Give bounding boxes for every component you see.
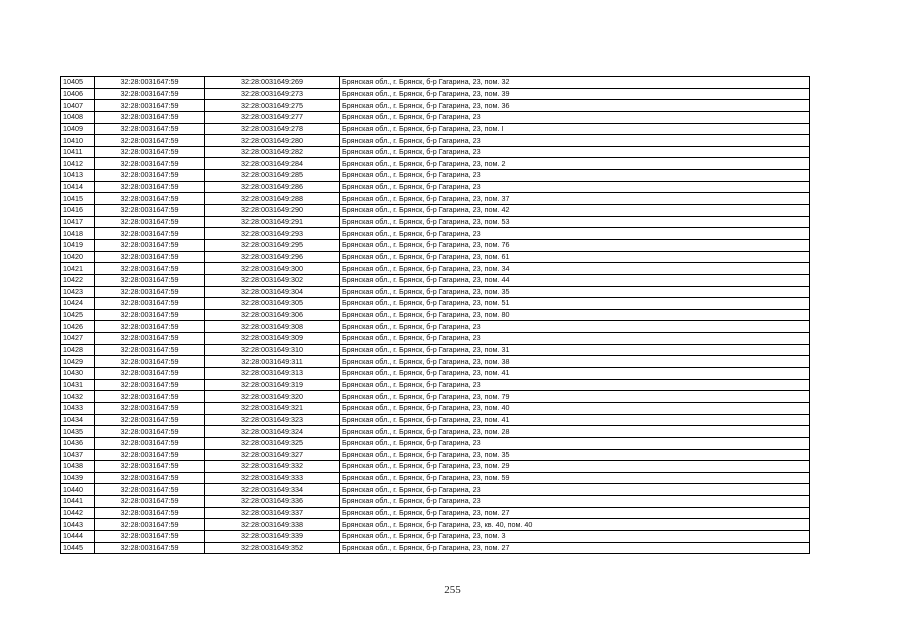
- address-cell: Брянская обл., г. Брянск, б-р Гагарина, 23, пом. 37: [340, 193, 810, 205]
- address-cell: Брянская обл., г. Брянск, б-р Гагарина, 23: [340, 333, 810, 345]
- cadastral-number-cell: 32:28:0031649:286: [205, 181, 340, 193]
- cadastral-number-cell: 32:28:0031649:333: [205, 472, 340, 484]
- registry-table-body: [61, 77, 810, 554]
- table-row: [61, 251, 810, 263]
- row-number-cell: 10429: [61, 356, 95, 368]
- address-cell: Брянская обл., г. Брянск, б-р Гагарина, 23, пом. 32: [340, 77, 810, 89]
- row-number-cell: 10440: [61, 484, 95, 496]
- parent-cadastral-number-cell: 32:28:0031647:59: [95, 333, 205, 345]
- table-row: [61, 239, 810, 251]
- table-row: [61, 530, 810, 542]
- row-number-cell: 10441: [61, 496, 95, 508]
- cadastral-number-cell: 32:28:0031649:334: [205, 484, 340, 496]
- table-row: [61, 496, 810, 508]
- parent-cadastral-number-cell: 32:28:0031647:59: [95, 344, 205, 356]
- address-cell: Брянская обл., г. Брянск, б-р Гагарина, 23, пом. 28: [340, 426, 810, 438]
- cadastral-number-cell: 32:28:0031649:325: [205, 437, 340, 449]
- address-cell: Брянская обл., г. Брянск, б-р Гагарина, 23, пом. 27: [340, 542, 810, 554]
- table-row: [61, 368, 810, 380]
- registry-table: [60, 76, 810, 554]
- parent-cadastral-number-cell: 32:28:0031647:59: [95, 170, 205, 182]
- parent-cadastral-number-cell: 32:28:0031647:59: [95, 484, 205, 496]
- address-cell: Брянская обл., г. Брянск, б-р Гагарина, 23, кв. 40, пом. 40: [340, 519, 810, 531]
- row-number-cell: 10434: [61, 414, 95, 426]
- cadastral-number-cell: 32:28:0031649:339: [205, 530, 340, 542]
- cadastral-number-cell: 32:28:0031649:338: [205, 519, 340, 531]
- parent-cadastral-number-cell: 32:28:0031647:59: [95, 368, 205, 380]
- parent-cadastral-number-cell: 32:28:0031647:59: [95, 88, 205, 100]
- row-number-cell: 10423: [61, 286, 95, 298]
- table-row: [61, 519, 810, 531]
- table-row: [61, 263, 810, 275]
- cadastral-number-cell: 32:28:0031649:305: [205, 298, 340, 310]
- address-cell: Брянская обл., г. Брянск, б-р Гагарина, 23, пом. 29: [340, 461, 810, 473]
- cadastral-number-cell: 32:28:0031649:306: [205, 309, 340, 321]
- row-number-cell: 10413: [61, 170, 95, 182]
- cadastral-number-cell: 32:28:0031649:311: [205, 356, 340, 368]
- address-cell: Брянская обл., г. Брянск, б-р Гагарина, 23, пом. 34: [340, 263, 810, 275]
- row-number-cell: 10416: [61, 205, 95, 217]
- row-number-cell: 10435: [61, 426, 95, 438]
- cadastral-number-cell: 32:28:0031649:324: [205, 426, 340, 438]
- address-cell: Брянская обл., г. Брянск, б-р Гагарина, 23, пом. 35: [340, 286, 810, 298]
- parent-cadastral-number-cell: 32:28:0031647:59: [95, 146, 205, 158]
- cadastral-number-cell: 32:28:0031649:277: [205, 111, 340, 123]
- table-row: [61, 88, 810, 100]
- parent-cadastral-number-cell: 32:28:0031647:59: [95, 181, 205, 193]
- cadastral-number-cell: 32:28:0031649:313: [205, 368, 340, 380]
- address-cell: Брянская обл., г. Брянск, б-р Гагарина, 23, пом. 38: [340, 356, 810, 368]
- cadastral-number-cell: 32:28:0031649:284: [205, 158, 340, 170]
- address-cell: Брянская обл., г. Брянск, б-р Гагарина, 23, пом. 51: [340, 298, 810, 310]
- table-row: [61, 321, 810, 333]
- row-number-cell: 10437: [61, 449, 95, 461]
- parent-cadastral-number-cell: 32:28:0031647:59: [95, 472, 205, 484]
- cadastral-number-cell: 32:28:0031649:321: [205, 402, 340, 414]
- table-row: [61, 507, 810, 519]
- address-cell: Брянская обл., г. Брянск, б-р Гагарина, 23: [340, 170, 810, 182]
- table-row: [61, 216, 810, 228]
- row-number-cell: 10421: [61, 263, 95, 275]
- cadastral-number-cell: 32:28:0031649:336: [205, 496, 340, 508]
- parent-cadastral-number-cell: 32:28:0031647:59: [95, 391, 205, 403]
- address-cell: Брянская обл., г. Брянск, б-р Гагарина, 23: [340, 135, 810, 147]
- parent-cadastral-number-cell: 32:28:0031647:59: [95, 309, 205, 321]
- row-number-cell: 10427: [61, 333, 95, 345]
- row-number-cell: 10407: [61, 100, 95, 112]
- row-number-cell: 10436: [61, 437, 95, 449]
- address-cell: Брянская обл., г. Брянск, б-р Гагарина, 23, пом. 44: [340, 274, 810, 286]
- cadastral-number-cell: 32:28:0031649:273: [205, 88, 340, 100]
- parent-cadastral-number-cell: 32:28:0031647:59: [95, 193, 205, 205]
- cadastral-number-cell: 32:28:0031649:310: [205, 344, 340, 356]
- row-number-cell: 10445: [61, 542, 95, 554]
- parent-cadastral-number-cell: 32:28:0031647:59: [95, 507, 205, 519]
- row-number-cell: 10442: [61, 507, 95, 519]
- row-number-cell: 10433: [61, 402, 95, 414]
- parent-cadastral-number-cell: 32:28:0031647:59: [95, 298, 205, 310]
- table-row: [61, 472, 810, 484]
- table-row: [61, 309, 810, 321]
- table-row: [61, 484, 810, 496]
- address-cell: Брянская обл., г. Брянск, б-р Гагарина, 23, пом. 42: [340, 205, 810, 217]
- table-row: [61, 274, 810, 286]
- parent-cadastral-number-cell: 32:28:0031647:59: [95, 414, 205, 426]
- row-number-cell: 10415: [61, 193, 95, 205]
- address-cell: Брянская обл., г. Брянск, б-р Гагарина, 23, пом. 76: [340, 239, 810, 251]
- table-row: [61, 228, 810, 240]
- cadastral-number-cell: 32:28:0031649:308: [205, 321, 340, 333]
- parent-cadastral-number-cell: 32:28:0031647:59: [95, 123, 205, 135]
- cadastral-number-cell: 32:28:0031649:332: [205, 461, 340, 473]
- table-row: [61, 344, 810, 356]
- parent-cadastral-number-cell: 32:28:0031647:59: [95, 542, 205, 554]
- cadastral-number-cell: 32:28:0031649:320: [205, 391, 340, 403]
- table-row: [61, 414, 810, 426]
- parent-cadastral-number-cell: 32:28:0031647:59: [95, 461, 205, 473]
- row-number-cell: 10420: [61, 251, 95, 263]
- row-number-cell: 10419: [61, 239, 95, 251]
- table-row: [61, 542, 810, 554]
- parent-cadastral-number-cell: 32:28:0031647:59: [95, 77, 205, 89]
- parent-cadastral-number-cell: 32:28:0031647:59: [95, 263, 205, 275]
- address-cell: Брянская обл., г. Брянск, б-р Гагарина, 23: [340, 437, 810, 449]
- cadastral-number-cell: 32:28:0031649:278: [205, 123, 340, 135]
- row-number-cell: 10414: [61, 181, 95, 193]
- address-cell: Брянская обл., г. Брянск, б-р Гагарина, 23, пом. 61: [340, 251, 810, 263]
- row-number-cell: 10439: [61, 472, 95, 484]
- cadastral-number-cell: 32:28:0031649:295: [205, 239, 340, 251]
- cadastral-number-cell: 32:28:0031649:288: [205, 193, 340, 205]
- parent-cadastral-number-cell: 32:28:0031647:59: [95, 356, 205, 368]
- table-row: [61, 170, 810, 182]
- row-number-cell: 10426: [61, 321, 95, 333]
- parent-cadastral-number-cell: 32:28:0031647:59: [95, 519, 205, 531]
- parent-cadastral-number-cell: 32:28:0031647:59: [95, 426, 205, 438]
- address-cell: Брянская обл., г. Брянск, б-р Гагарина, 23: [340, 496, 810, 508]
- address-cell: Брянская обл., г. Брянск, б-р Гагарина, 23: [340, 146, 810, 158]
- parent-cadastral-number-cell: 32:28:0031647:59: [95, 437, 205, 449]
- address-cell: Брянская обл., г. Брянск, б-р Гагарина, 23, пом. 40: [340, 402, 810, 414]
- row-number-cell: 10405: [61, 77, 95, 89]
- table-row: [61, 461, 810, 473]
- row-number-cell: 10431: [61, 379, 95, 391]
- row-number-cell: 10410: [61, 135, 95, 147]
- row-number-cell: 10417: [61, 216, 95, 228]
- parent-cadastral-number-cell: 32:28:0031647:59: [95, 228, 205, 240]
- cadastral-number-cell: 32:28:0031649:275: [205, 100, 340, 112]
- address-cell: Брянская обл., г. Брянск, б-р Гагарина, 23, пом. 36: [340, 100, 810, 112]
- table-row: [61, 135, 810, 147]
- address-cell: Брянская обл., г. Брянск, б-р Гагарина, 23, пом. 41: [340, 368, 810, 380]
- table-row: [61, 181, 810, 193]
- row-number-cell: 10409: [61, 123, 95, 135]
- parent-cadastral-number-cell: 32:28:0031647:59: [95, 158, 205, 170]
- parent-cadastral-number-cell: 32:28:0031647:59: [95, 251, 205, 263]
- address-cell: Брянская обл., г. Брянск, б-р Гагарина, 23, пом. 39: [340, 88, 810, 100]
- row-number-cell: 10425: [61, 309, 95, 321]
- table-row: [61, 426, 810, 438]
- table-row: [61, 402, 810, 414]
- table-row: [61, 158, 810, 170]
- table-row: [61, 391, 810, 403]
- parent-cadastral-number-cell: 32:28:0031647:59: [95, 111, 205, 123]
- parent-cadastral-number-cell: 32:28:0031647:59: [95, 449, 205, 461]
- table-row: [61, 437, 810, 449]
- row-number-cell: 10418: [61, 228, 95, 240]
- table-row: [61, 111, 810, 123]
- row-number-cell: 10428: [61, 344, 95, 356]
- table-row: [61, 356, 810, 368]
- table-row: [61, 193, 810, 205]
- address-cell: Брянская обл., г. Брянск, б-р Гагарина, 23, пом. 31: [340, 344, 810, 356]
- parent-cadastral-number-cell: 32:28:0031647:59: [95, 216, 205, 228]
- table-row: [61, 77, 810, 89]
- cadastral-number-cell: 32:28:0031649:296: [205, 251, 340, 263]
- parent-cadastral-number-cell: 32:28:0031647:59: [95, 274, 205, 286]
- address-cell: Брянская обл., г. Брянск, б-р Гагарина, 23, пом. 53: [340, 216, 810, 228]
- address-cell: Брянская обл., г. Брянск, б-р Гагарина, 23, пом. 27: [340, 507, 810, 519]
- address-cell: Брянская обл., г. Брянск, б-р Гагарина, 23, пом. 59: [340, 472, 810, 484]
- address-cell: Брянская обл., г. Брянск, б-р Гагарина, 23: [340, 484, 810, 496]
- table-row: [61, 146, 810, 158]
- parent-cadastral-number-cell: 32:28:0031647:59: [95, 135, 205, 147]
- row-number-cell: 10438: [61, 461, 95, 473]
- parent-cadastral-number-cell: 32:28:0031647:59: [95, 205, 205, 217]
- row-number-cell: 10411: [61, 146, 95, 158]
- parent-cadastral-number-cell: 32:28:0031647:59: [95, 530, 205, 542]
- cadastral-number-cell: 32:28:0031649:319: [205, 379, 340, 391]
- parent-cadastral-number-cell: 32:28:0031647:59: [95, 402, 205, 414]
- address-cell: Брянская обл., г. Брянск, б-р Гагарина, 23, пом. 41: [340, 414, 810, 426]
- parent-cadastral-number-cell: 32:28:0031647:59: [95, 321, 205, 333]
- parent-cadastral-number-cell: 32:28:0031647:59: [95, 239, 205, 251]
- address-cell: Брянская обл., г. Брянск, б-р Гагарина, 23, пом. 80: [340, 309, 810, 321]
- table-row: [61, 449, 810, 461]
- row-number-cell: 10432: [61, 391, 95, 403]
- cadastral-number-cell: 32:28:0031649:309: [205, 333, 340, 345]
- address-cell: Брянская обл., г. Брянск, б-р Гагарина, 23: [340, 181, 810, 193]
- address-cell: Брянская обл., г. Брянск, б-р Гагарина, 23: [340, 111, 810, 123]
- address-cell: Брянская обл., г. Брянск, б-р Гагарина, 23, пом. 2: [340, 158, 810, 170]
- cadastral-number-cell: 32:28:0031649:337: [205, 507, 340, 519]
- row-number-cell: 10406: [61, 88, 95, 100]
- cadastral-number-cell: 32:28:0031649:280: [205, 135, 340, 147]
- table-row: [61, 205, 810, 217]
- table-row: [61, 298, 810, 310]
- parent-cadastral-number-cell: 32:28:0031647:59: [95, 100, 205, 112]
- address-cell: Брянская обл., г. Брянск, б-р Гагарина, 23, пом. 79: [340, 391, 810, 403]
- row-number-cell: 10424: [61, 298, 95, 310]
- cadastral-number-cell: 32:28:0031649:300: [205, 263, 340, 275]
- table-row: [61, 123, 810, 135]
- table-row: [61, 286, 810, 298]
- row-number-cell: 10430: [61, 368, 95, 380]
- address-cell: Брянская обл., г. Брянск, б-р Гагарина, 23, пом. 3: [340, 530, 810, 542]
- cadastral-number-cell: 32:28:0031649:291: [205, 216, 340, 228]
- cadastral-number-cell: 32:28:0031649:293: [205, 228, 340, 240]
- cadastral-number-cell: 32:28:0031649:304: [205, 286, 340, 298]
- table-row: [61, 100, 810, 112]
- table-row: [61, 379, 810, 391]
- cadastral-number-cell: 32:28:0031649:269: [205, 77, 340, 89]
- cadastral-number-cell: 32:28:0031649:290: [205, 205, 340, 217]
- address-cell: Брянская обл., г. Брянск, б-р Гагарина, 23: [340, 228, 810, 240]
- address-cell: Брянская обл., г. Брянск, б-р Гагарина, 23, пом. I: [340, 123, 810, 135]
- parent-cadastral-number-cell: 32:28:0031647:59: [95, 379, 205, 391]
- row-number-cell: 10444: [61, 530, 95, 542]
- row-number-cell: 10412: [61, 158, 95, 170]
- row-number-cell: 10422: [61, 274, 95, 286]
- address-cell: Брянская обл., г. Брянск, б-р Гагарина, 23: [340, 379, 810, 391]
- parent-cadastral-number-cell: 32:28:0031647:59: [95, 496, 205, 508]
- cadastral-number-cell: 32:28:0031649:327: [205, 449, 340, 461]
- parent-cadastral-number-cell: 32:28:0031647:59: [95, 286, 205, 298]
- cadastral-number-cell: 32:28:0031649:302: [205, 274, 340, 286]
- row-number-cell: 10408: [61, 111, 95, 123]
- address-cell: Брянская обл., г. Брянск, б-р Гагарина, 23, пом. 35: [340, 449, 810, 461]
- address-cell: Брянская обл., г. Брянск, б-р Гагарина, 23: [340, 321, 810, 333]
- cadastral-number-cell: 32:28:0031649:323: [205, 414, 340, 426]
- row-number-cell: 10443: [61, 519, 95, 531]
- cadastral-number-cell: 32:28:0031649:282: [205, 146, 340, 158]
- page-number: 255: [444, 584, 461, 596]
- cadastral-number-cell: 32:28:0031649:352: [205, 542, 340, 554]
- cadastral-number-cell: 32:28:0031649:285: [205, 170, 340, 182]
- table-row: [61, 333, 810, 345]
